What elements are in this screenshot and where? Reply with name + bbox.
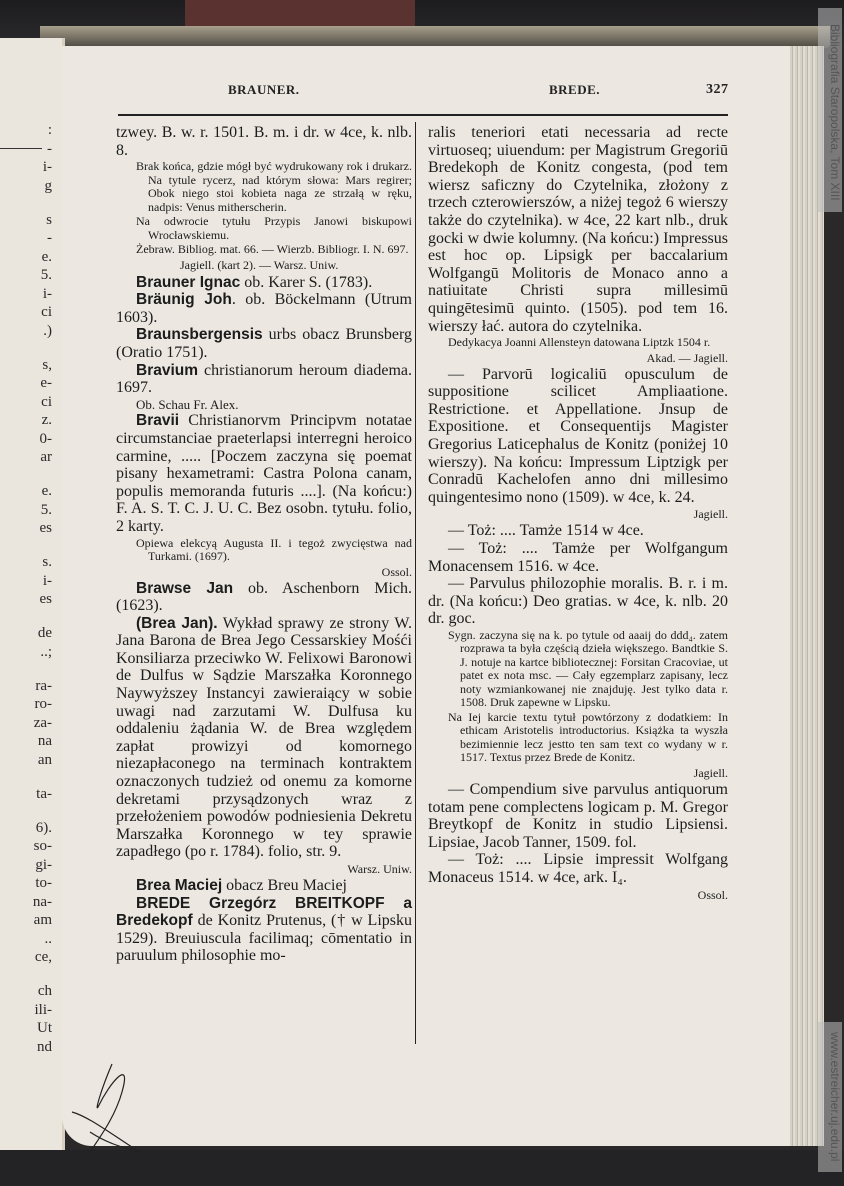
left-page-fragment-text: ..; <box>40 643 52 660</box>
left-page-fragment-text: ro- <box>34 696 52 712</box>
entry-text: Wykład sprawy ze strony W. Jana Barona de Brea Jego Cessarskiey Mośći Konsiliarza przeciwko W. Felixowi Baronowi de Dulfus w Sądzie Marszałka Koronnego Naywyższey Instancyi zawieraiący w sobie uwagi nad zarzutami W. Dulfusa ku oddaleniu żądania W. de Brea względem zapłat prowizyi od komornego niezapłaconego na terminach kontraktem oznaczonych tudzież od onemu za komorne dekretami przysądzonych wraz z przełożeniem powodów podniesienia Dekretu Marszałka Koronnego w tey sprawie zapadłego (po r. 1784). folio, str. 9. <box>116 614 412 861</box>
entry-heading: Brawse Jan <box>136 579 234 597</box>
left-page-fragment-text: 5. <box>40 501 52 518</box>
right-column <box>428 124 728 903</box>
entry-heading: (Brea Jan). <box>136 614 218 632</box>
left-page-fragment-text: ili- <box>34 1001 52 1018</box>
left-page-fragment-text: ch <box>37 983 52 999</box>
entry: — Toż: .... Lipsie impressit Wolfgang Monaceus 1514. w 4ce, ark. I₄. <box>428 851 728 886</box>
left-page-fragment-text: z. <box>41 412 52 428</box>
left-page-fragment <box>0 38 65 1150</box>
entry-heading: Bräunig Joh <box>136 291 232 309</box>
entry-text: obacz Breu Maciej <box>222 877 347 894</box>
entry-text: ob. Aschenborn Mich. (1623). <box>116 579 412 615</box>
entry <box>116 274 412 292</box>
note: Na odwrocie tytułu Przypis Janowi biskupowi Wrocławskiemu. <box>136 214 412 242</box>
left-page-fragment-text: g <box>44 177 52 194</box>
entry <box>116 362 412 397</box>
left-page-fragment-text: za- <box>33 714 52 731</box>
left-page-fragment-text: an <box>37 751 52 768</box>
left-page-fragment-text: ce, <box>34 949 52 965</box>
left-page-fragment-text: es <box>39 520 52 536</box>
note: Żebraw. Bibliog. mat. 66. — Wierzb. Bibliogr. I. N. 697. <box>136 242 409 257</box>
entry-heading: BREDE Grzegórz BREITKOPF a Bredekopf <box>116 894 412 930</box>
left-page-fragment-text: na- <box>32 893 52 910</box>
library-holdings: Jagiell. <box>693 765 728 780</box>
entry: — Toż: .... Tamże per Wolfgangum Monacensem 1516. w 4ce. <box>428 539 728 575</box>
left-page-fragment-text: ci <box>41 304 52 320</box>
header-rule <box>118 114 728 116</box>
page-number: 327 <box>706 82 729 97</box>
left-page-fragment-text: e- <box>40 375 52 391</box>
page-stack-top-edge <box>40 26 830 48</box>
entry-heading: Bravium <box>136 361 199 379</box>
left-page-fragment-text: ci <box>41 393 52 410</box>
left-page-fragment-text: ar <box>40 449 52 465</box>
entry <box>116 877 412 895</box>
left-page-fragment-text: - <box>47 230 52 246</box>
entry <box>116 412 412 535</box>
left-page-fragment-text: ra- <box>35 677 52 694</box>
continuation-text: tzwey. B. w. r. 1501. B. m. i dr. w 4ce, k. nlb. 8. <box>116 124 412 159</box>
entry <box>116 895 412 965</box>
left-page-fragment-text: to- <box>35 875 52 891</box>
entry-text: christianorum heroum diadema. 1697. <box>116 361 412 397</box>
left-page-fragment-text: gi- <box>35 856 52 873</box>
left-page-fragment-text: Ut <box>37 1020 52 1036</box>
note: Ob. Schau Fr. Alex. <box>136 396 239 412</box>
library-holdings: Jagiell. (kart 2). — Warsz. Uniw. <box>180 257 339 272</box>
watermark-title: Bibliografia Staropolska, Tom XIII <box>818 8 842 212</box>
entry-heading: Bravii <box>136 412 180 430</box>
entry-text: Christianorvm Principvm notatae circumstanciae praeterlapsi interregni heroico carmine, ..... [Poczem zaczyna się poemat pisany hexametrami: Castra Polona canam, populis memoranda futuris ....]. (Na końcu:) F. A. S. T. C. J. U. C. Bez osobn. tytułu. folio, 2 karty. <box>116 412 412 535</box>
left-page-fragment-text: s, <box>42 356 52 373</box>
note: Na Iej karcie textu tytuł powtórzony z dodatkiem: In ethicam Aristotelis introductorius. Książka ta wyszła bezimiennie lecz jestto ten sam text co wydany w r. 1517. Textus przez Brede de Konitz. <box>448 709 728 765</box>
left-page-fragment-text: na <box>37 733 52 749</box>
entry-text: urbs obacz Brunsberg (Oratio 1751). <box>116 326 412 362</box>
entry <box>116 615 412 861</box>
left-page-fragment-text: .) <box>43 322 52 339</box>
entry-heading: Brea Maciej <box>136 877 223 894</box>
continuation-text: ralis teneriori etati necessaria ad recte virtuoseq; uiuendum: per Magistrum Gregoriū Bredekoph de Konitz congesta, (pod tem wiersz saficzny do Czytelnika, złożony z trzech czterowierszów, a niżej tegoż 6 wierszy także do czytelnika). w 4ce, 22 kart nlb., druk gocki w dwie kolumny. (Na końcu:) Impressus est hoc op. Lipsigk per baccalarium Wolfgangū Molitoris de Monaco anno a natiuitate Christi supra millesimū quingētesimū quinto. (1505). pod tem 16. wierszy łać. autora do czytelnika. <box>428 124 728 335</box>
left-page-fragment-text: i- <box>42 572 52 589</box>
library-holdings: Ossol. <box>697 887 728 902</box>
entry-heading: Braunsbergensis <box>136 326 263 344</box>
entry-text: . ob. Böckelmann (Utrum 1603). <box>116 291 413 326</box>
left-page-fragment-text: so- <box>33 838 52 854</box>
left-page-fragment-text: e. <box>41 483 52 499</box>
left-page-fragment-text: s <box>46 211 52 228</box>
left-page-fragment-text: i- <box>42 285 52 302</box>
left-page-fragment-text: am <box>33 912 52 928</box>
running-header-left: BRAUNER. <box>228 82 300 97</box>
left-page-fragment-text: s. <box>42 554 52 570</box>
left-page-fragment-text: nd <box>37 1038 52 1055</box>
note: Brak końca, gdzie mógł być wydrukowany rok i drukarz. Na tytule rycerz, nad którym słowa: Mars regirer; Obok niego stoi kobieta naga ze strzałą w ręku, nadpis: Venus mitherscherin. <box>136 159 412 214</box>
scanner-background-bottom <box>0 1150 844 1186</box>
left-page-fragment-text: i- <box>42 159 52 175</box>
handwritten-signature <box>70 1062 140 1152</box>
left-page-fragment-text: 0- <box>39 430 52 447</box>
left-page-fragment-text: 6). <box>35 819 52 836</box>
running-header-right: BREDE. <box>549 82 601 97</box>
watermark-url: www.estreicher.uj.edu.pl <box>818 1022 842 1172</box>
left-page-fragment-text: de <box>37 625 52 641</box>
entry-text: ob. Karer S. (1783). <box>240 273 373 291</box>
entry: — Compendium sive parvulus antiquorum totam pene complectens logicam p. M. Gregor Breytkopf de Konitz in studio Lipsiensi. Lipsiae, Jacob Tanner, 1509. fol. <box>428 780 728 851</box>
entry <box>116 291 412 326</box>
entry-heading: Brauner Ignac <box>136 273 241 291</box>
column-divider <box>415 122 416 1044</box>
library-holdings: Jagiell. <box>693 507 728 522</box>
left-page-fragment-text: e. <box>41 248 52 265</box>
entry: — Parvulus philozophie moralis. B. r. i m. dr. (Na końcu:) Deo gratias. w 4ce, k. nlb. 20 dr. goc. <box>428 575 728 628</box>
library-holdings: Akad. — Jagiell. <box>646 350 728 365</box>
note: Sygn. zaczyna się na k. po tytule od aaaij do ddd₄. zatem rozprawa ta była częścią dzieła większego. Bandtkie S. J. notuje na kartce bibliotecznej: Forsitan Cracoviae, ut patet ex nota msc. — Cały egzemplarz zapisany, lecz noty wzmiankowanej nie znajduję. Jest tylko data r. 1508. Druk zapewne w Lipsku. <box>448 627 728 710</box>
left-column <box>116 124 412 965</box>
left-page-fragment-text: .. <box>44 930 52 947</box>
left-page-fragment-text: ta- <box>36 785 52 802</box>
library-holdings: Ossol. <box>381 564 412 579</box>
entry-text: de Konitz Prutenus, († w Lipsku 1529). Breuiuscula facilimaq; cōmentatio in paruulum philosophie mo- <box>116 912 412 965</box>
left-page-fragment-text: : <box>47 122 52 138</box>
left-page-rule <box>0 148 42 149</box>
note: Dedykacya Joanni Allensteyn datowana Liptzk 1504 r. <box>448 335 711 350</box>
library-holdings: Warsz. Uniw. <box>347 862 412 876</box>
left-page-fragment-text: es <box>39 591 52 607</box>
left-page-fragment-text: - <box>47 140 52 157</box>
book-cover-edge <box>185 0 415 26</box>
entry <box>116 326 412 361</box>
entry <box>116 580 412 615</box>
entry: — Parvorū logicaliū opusculum de suppositione scilicet Ampliaatione. Restrictione. et Appellatione. Jnsup de Expositione. et Consequentijs Magister Gregorius Laticephalus de Konitz (poniżej 10 wierszy). Na końcu: Impressum Liptzigk per Conradū Kachelofen anno dni millesimo quingentesimo nono (1509). w 4ce, k. 24. <box>428 365 728 506</box>
entry: — Toż: .... Tamże 1514 w 4ce. <box>448 522 644 540</box>
left-page-fragment-text: 5. <box>40 267 52 283</box>
note: Opiewa elekcyą Augusta II. i tegoż zwycięstwa nad Turkami. (1697). <box>136 535 412 563</box>
